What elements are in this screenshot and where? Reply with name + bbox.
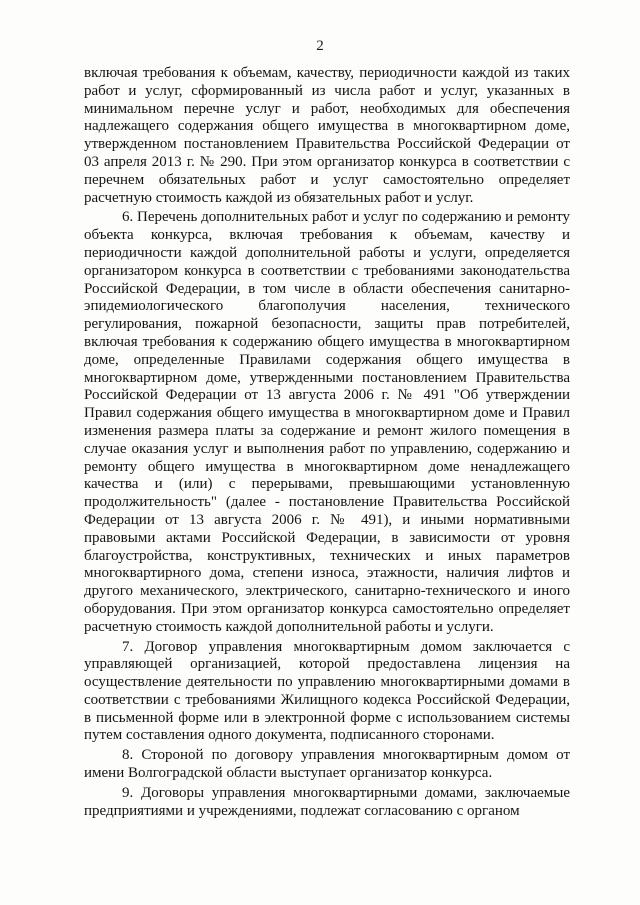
paragraph-8: 8. Стороной по договору управления многоквартирным домом от имени Волгоградской области выступает организатор конкурса.	[84, 747, 570, 782]
document-body	[84, 65, 570, 822]
paragraph-continuation: включая требования к объемам, качеству, периодичности каждой из таких работ и услуг, сформированный из числа работ и услуг, указанных в минимальном перечне услуг и работ, необходимых для обеспечения надлежащего содержания общего имущества в многоквартирном доме, утвержденном постановлением Правительства Российской Федерации от 03 апреля 2013 г. № 290. При этом организатор конкурса в соответствии с перечнем обязательных работ и услуг самостоятельно определяет расчетную стоимость каждой из обязательных работ и услуг.	[84, 65, 570, 206]
paragraph-7: 7. Договор управления многоквартирным домом заключается с управляющей организацией, которой предоставлена лицензия на осуществление деятельности по управлению многоквартирными домами в соответствии с требованиями Жилищного кодекса Российской Федерации, в письменной форме или в электронной форме с использованием системы путем составления одного документа, подписанного сторонами.	[84, 638, 570, 744]
paragraph-6: 6. Перечень дополнительных работ и услуг по содержанию и ремонту объекта конкурса, включая требования к объемам, качеству и периодичности каждой дополнительной работы и услуги, определяется организатором конкурса в соответствии с требованиями законодательства Российской Федерации, в том числе в области обеспечения санитарно-эпидемиологического благополучия населения, технического регулирования, пожарной безопасности, защиты прав потребителей, включая требования к содержанию общего имущества в многоквартирном доме, определенные Правилами содержания общего имущества в многоквартирном доме, утвержденными постановлением Правительства Российской Федерации от 13 августа 2006 г. № 491 "Об утверждении Правил содержания общего имущества в многоквартирном доме и Правил изменения размера платы за содержание и ремонт жилого помещения в случае оказания услуг и выполнения работ по управлению, содержанию и ремонту общего имущества в многоквартирном доме ненадлежащего качества и (или) с перерывами, превышающими установленную продолжительность" (далее - постановление Правительства Российской Федерации от 13 августа 2006 г. № 491), и иными нормативными правовыми актами Российской Федерации, в зависимости от уровня благоустройства, конструктивных, технических и иных параметров многоквартирного дома, степени износа, этажности, наличия лифтов и другого механического, электрического, санитарно-технического и иного оборудования. При этом организатор конкурса самостоятельно определяет расчетную стоимость каждой дополнительной работы и услуги.	[84, 209, 570, 635]
paragraph-9: 9. Договоры управления многоквартирными домами, заключаемые предприятиями и учреждениями, подлежат согласованию с органом	[84, 784, 570, 819]
page-number: 2	[316, 38, 324, 54]
